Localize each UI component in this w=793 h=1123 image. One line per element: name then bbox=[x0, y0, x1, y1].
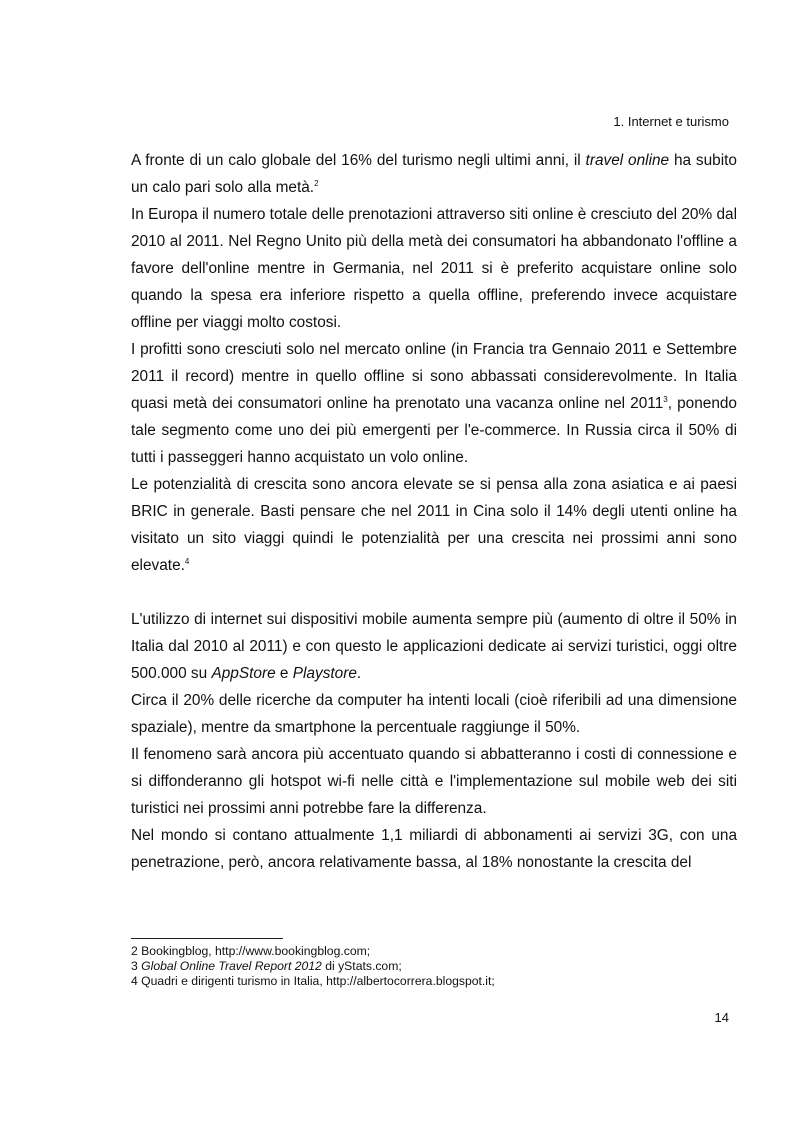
paragraph: Il fenomeno sarà ancora più accentuato quando si abbatteranno i costi di connessione e si diffonderanno gli hotspot wi-fi nelle città e l'implementazione sul mobile web dei siti turistici nei prossimi anni potrebbe fare la differenza. bbox=[131, 746, 737, 817]
footnote-ref: 2 bbox=[314, 179, 319, 188]
footnote-separator bbox=[131, 938, 283, 939]
footnote-ref: 3 bbox=[663, 395, 668, 404]
paragraph: Le potenzialità di crescita sono ancora elevate se si pensa alla zona asiatica e ai paesi BRIC in generale. Basti pensare che nel 2011 in Cina solo il 14% degli utenti online ha visitato un sito viaggi quindi le potenzialità per una crescita nei prossimi anni sono elevate.$^4$ bbox=[131, 476, 737, 574]
paragraph: I profitti sono cresciuti solo nel mercato online (in Francia tra Gennaio 2011 e Settembre 2011 il record) mentre in quello offline si sono abbassati considerevolmente. In Italia quasi metà dei consumatori online ha prenotato una vacanza online nel 2011$^3$, ponendo tale segmento come uno dei più emergenti per l'e-commerce. In Russia circa il 50% di tutti i passeggeri hanno acquistato un volo online. bbox=[131, 341, 737, 466]
paragraph: A fronte di un calo globale del 16% del turismo negli ultimi anni, il travel online ha subito un calo pari solo alla metà.$^2$ bbox=[131, 152, 737, 196]
footnote: 2 Bookingblog, http://www.bookingblog.com; bbox=[131, 944, 371, 958]
paragraph: Nel mondo si contano attualmente 1,1 miliardi di abbonamenti ai servizi 3G, con una penetrazione, però, ancora relativamente bassa, al 18% nonostante la crescita del bbox=[131, 827, 737, 871]
footnotes bbox=[131, 944, 495, 989]
body-text bbox=[131, 147, 737, 876]
footnote-ref: 4 bbox=[184, 557, 190, 566]
paragraph: Circa il 20% delle ricerche da computer ha intenti locali (cioè riferibili ad una dimensione spaziale), mentre da smartphone la percentuale raggiunge il 50%. bbox=[131, 692, 737, 736]
paragraph: In Europa il numero totale delle prenotazioni attraverso siti online è cresciuto del 20% dal 2010 al 2011. Nel Regno Unito più della metà dei consumatori ha abbandonato l'offline a favore dell'online mentre in Germania, nel 2011 si è preferito acquistare online solo quando la spesa era inferiore rispetto a quella offline, preferendo invece acquistare offline per viaggi molto costosi. bbox=[131, 206, 737, 331]
footnote: 4 Quadri e dirigenti turismo in Italia, http://albertocorrera.blogspot.it; bbox=[131, 974, 495, 988]
running-header: 1. Internet e turismo bbox=[613, 114, 729, 129]
footnote: 3 Global Online Travel Report 2012 di yStats.com; bbox=[131, 959, 402, 973]
page-number: 14 bbox=[714, 1010, 729, 1025]
paragraph: L'utilizzo di internet sui dispositivi mobile aumenta sempre più (aumento di oltre il 50% in Italia dal 2010 al 2011) e con questo le applicazioni dedicate ai servizi turistici, oggi oltre 500.000 su AppStore e Playstore. bbox=[131, 611, 737, 682]
